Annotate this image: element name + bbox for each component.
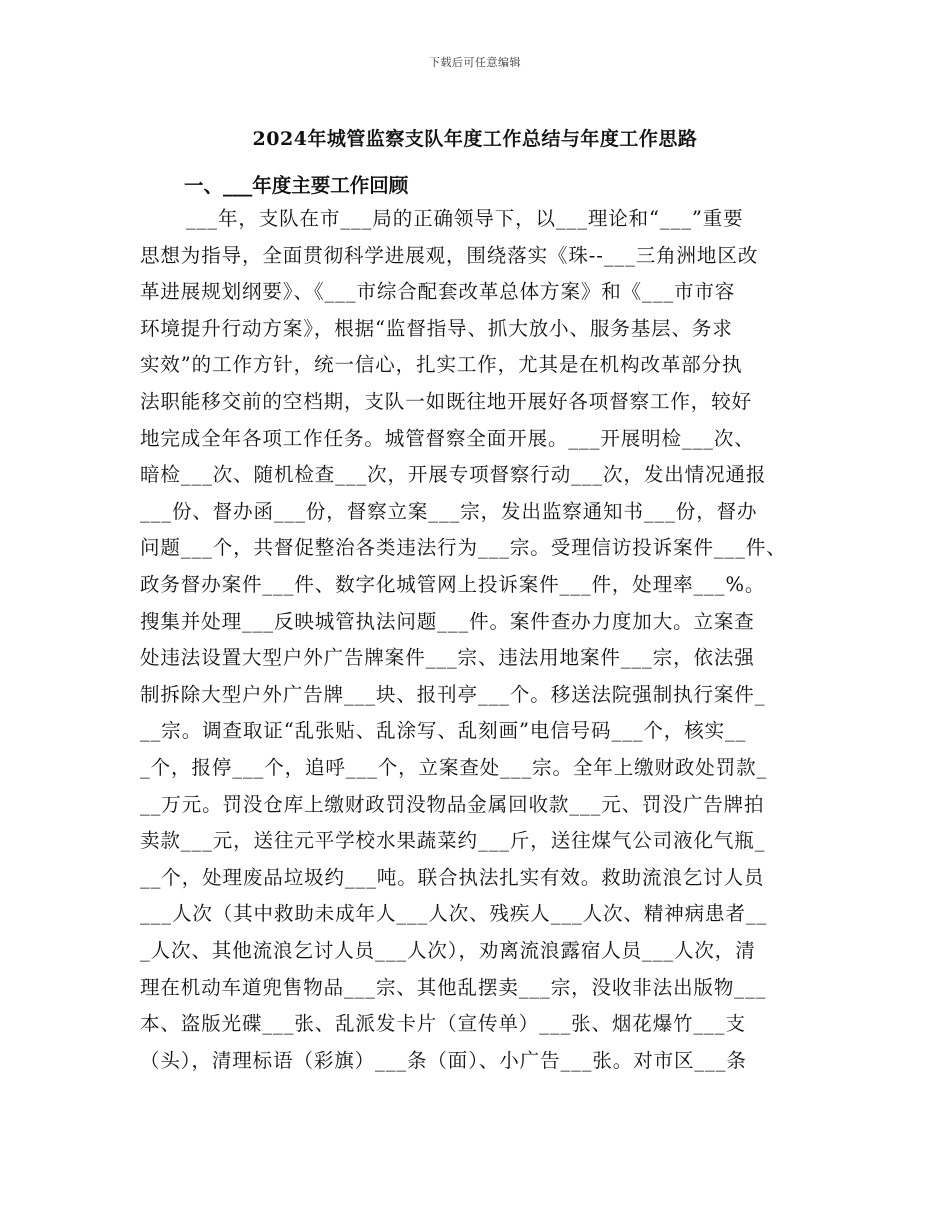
body-line: ___人次（其中救助未成年人___人次、残疾人___人次、精神病患者__ bbox=[140, 902, 768, 926]
body-line: _个，报停___个，追呼___个，立案查处___宗。全年上缴财政处罚款_ bbox=[140, 756, 768, 779]
body-line: 地完成全年各项工作任务。城管督察全面开展。___开展明检___次、 bbox=[140, 426, 755, 450]
body-line: （头），清理标语（彩旗）___条（面）、小广告___张。对市区___条 bbox=[140, 1048, 747, 1072]
body-line: 法职能移交前的空档期，支队一如既往地开展好各项督察工作，较好 bbox=[140, 390, 753, 413]
header-note: 下载后可任意编辑 bbox=[429, 56, 521, 69]
body-line: 搜集并处理___反映城管执法问题___件。案件查办力度加大。立案查 bbox=[140, 609, 755, 633]
section-heading: 一、___年度主要工作回顾 bbox=[184, 174, 409, 197]
body-line: 处违法设置大型户外广告牌案件___宗、违法用地案件___宗，依法强 bbox=[140, 646, 755, 670]
body-line: __个，处理废品垃圾约___吨。联合执法扎实有效。救助流浪乞讨人员 bbox=[140, 865, 765, 889]
body-line: 革进展规划纲要》、《___市综合配套改革总体方案》和《___市市容 bbox=[140, 280, 736, 304]
body-line: ___年，支队在市___局的正确领导下，以___理论和“___”重要 bbox=[186, 207, 744, 230]
body-line: 环境提升行动方案》，根据“监督指导、抓大放小、服务基层、务求 bbox=[140, 316, 733, 340]
body-line: 实效”的工作方针，统一信心，扎实工作，尤其是在机构改革部分执 bbox=[140, 353, 743, 377]
body-line: _人次、其他流浪乞讨人员___人次），劝离流浪露宿人员___人次，清 bbox=[140, 939, 756, 962]
document-title: 2024年城管监察支队年度工作总结与年度工作思路 bbox=[252, 128, 698, 150]
body-line: __万元。罚没仓库上缴财政罚没物品金属回收款___元、罚没广告牌拍 bbox=[140, 792, 765, 816]
body-line: 暗检___次、随机检查___次，开展专项督察行动___次，发出情况通报 bbox=[140, 463, 767, 487]
body-line: 思想为指导，全面贯彻科学进展观，围绕落实《珠--___三角洲地区改 bbox=[140, 243, 759, 267]
body-line: 本、盗版光碟___张、乱派发卡片（宣传单）___张、烟花爆竹___支 bbox=[140, 1012, 746, 1036]
body-line: 卖款___元，送往元平学校水果蔬菜约___斤，送往煤气公司液化气瓶_ bbox=[140, 829, 766, 853]
body-line: 制拆除大型户外广告牌___块、报刊亭___个。移送法院强制执行案件_ bbox=[140, 682, 766, 706]
body-line: 政务督办案件___件、数字化城管网上投诉案件___件，处理率___%。 bbox=[140, 573, 766, 596]
body-line: ___份、督办函___份，督察立案___宗，发出监察通知书___份，督办 bbox=[140, 499, 758, 523]
body-line: 理在机动车道兜售物品___宗、其他乱摆卖___宗，没收非法出版物___ bbox=[140, 975, 767, 999]
body-line: __宗。调查取证“乱张贴、乱涂写、乱刻画”电信号码___个，核实__ bbox=[140, 719, 747, 743]
body-line: 问题___个，共督促整治各类违法行为___宗。受理信访投诉案件___件、 bbox=[140, 536, 787, 560]
